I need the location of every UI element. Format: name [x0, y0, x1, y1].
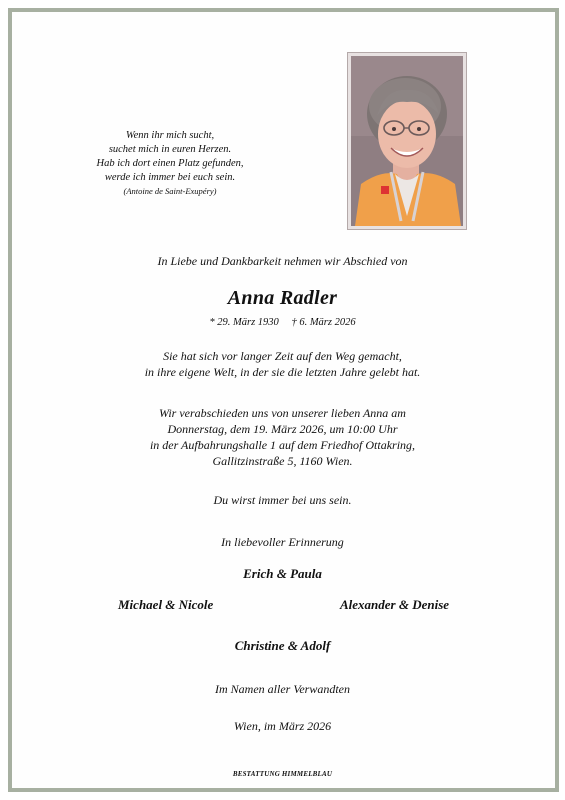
life-paragraph	[0, 348, 565, 380]
family-name: Alexander & Denise	[340, 597, 450, 612]
paragraph-line: Donnerstag, dem 19. März 2026, um 10:00 Uhr	[167, 422, 398, 436]
poem-line: Hab ich dort einen Platz gefunden,	[96, 158, 244, 169]
paragraph-line: Gallitzinstraße 5, 1160 Wien.	[212, 454, 353, 468]
paragraph-line: in ihre eigene Welt, in der sie die letzten Jahre gelebt hat.	[144, 365, 421, 379]
relatives-line: Im Namen aller Verwandten	[215, 682, 350, 696]
poem-attribution: (Antoine de Saint-Exupéry)	[123, 186, 217, 196]
undertaker-name: BESTATTUNG HIMMELBLAU	[232, 770, 333, 778]
portrait-photo	[347, 52, 467, 230]
memory-line: In liebevoller Erinnerung	[221, 535, 344, 549]
family-name: Erich & Paula	[243, 566, 322, 581]
portrait-image	[351, 56, 463, 226]
paragraph-line: Wir verabschieden uns von unserer lieben Anna am	[159, 406, 406, 420]
place-date: Wien, im März 2026	[233, 719, 332, 733]
paragraph-line: Sie hat sich vor langer Zeit auf den Weg gemacht,	[163, 349, 402, 363]
farewell-intro: In Liebe und Dankbarkeit nehmen wir Abschied von	[157, 254, 408, 268]
service-details	[0, 405, 565, 469]
closing-line: Du wirst immer bei uns sein.	[213, 493, 352, 507]
poem	[70, 129, 270, 197]
birth-date: * 29. März 1930	[209, 317, 279, 328]
life-dates	[0, 317, 565, 328]
death-date: † 6. März 2026	[291, 317, 356, 328]
family-name: Michael & Nicole	[118, 597, 214, 612]
deceased-name: Anna Radler	[227, 287, 338, 309]
poem-line: werde ich immer bei euch sein.	[104, 172, 236, 183]
notice-frame	[8, 8, 559, 792]
poem-line: Wenn ihr mich sucht,	[125, 130, 215, 141]
family-name: Christine & Adolf	[234, 638, 331, 653]
poem-line: suchet mich in euren Herzen.	[108, 144, 232, 155]
paragraph-line: in der Aufbahrungshalle 1 auf dem Friedhof Ottakring,	[149, 438, 416, 452]
